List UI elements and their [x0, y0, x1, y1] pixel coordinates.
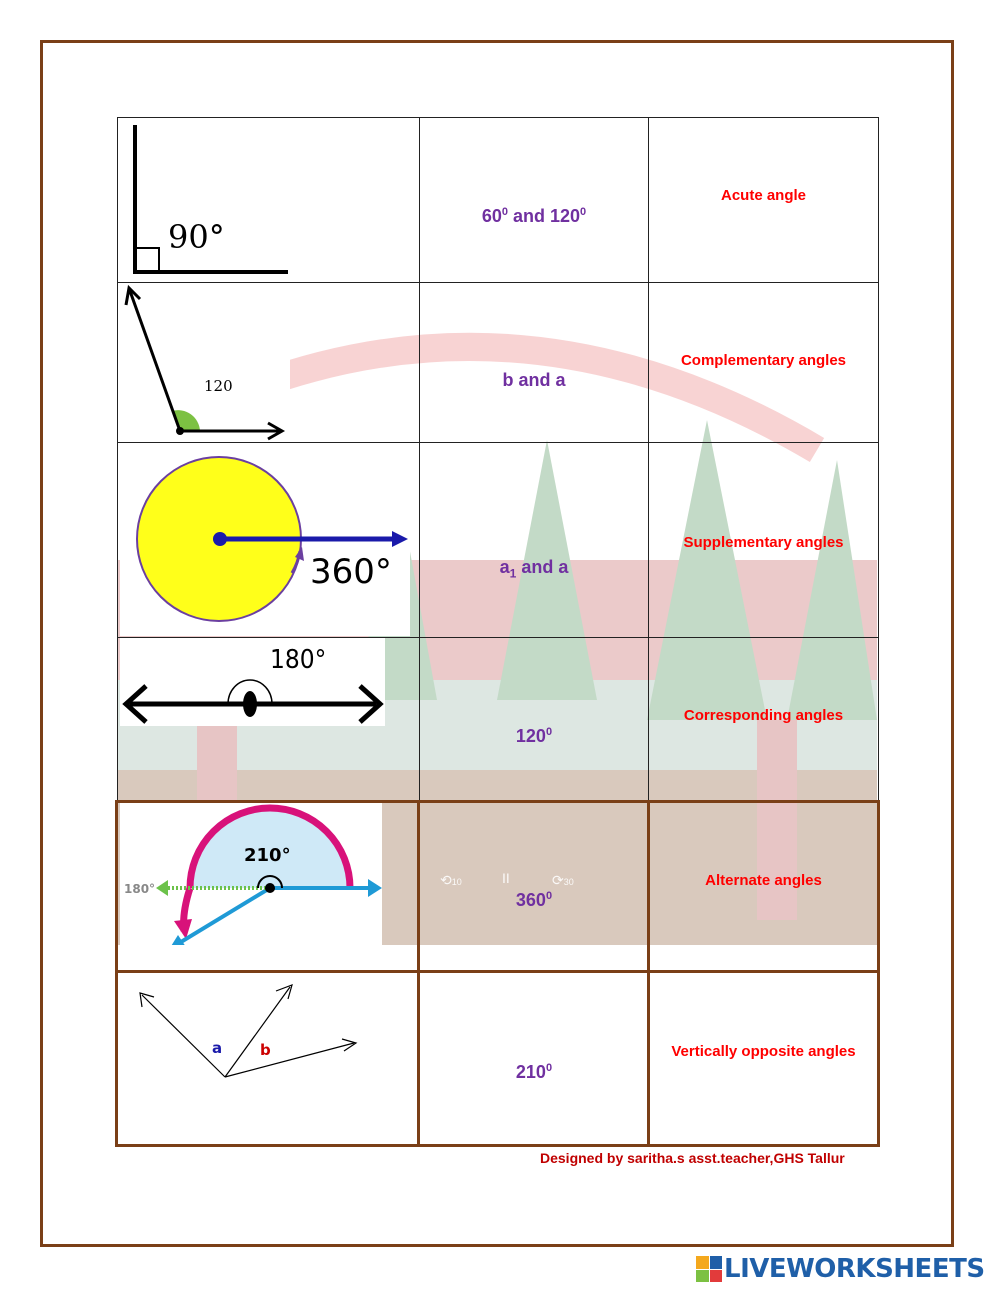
answer-cell-6[interactable]: $210^0$	[515, 1061, 553, 1082]
term-cell-2[interactable]: Complementary angles	[680, 351, 847, 369]
answer-cell-2[interactable]: b and a	[502, 370, 566, 390]
term-cell-1[interactable]: Acute angle	[720, 186, 807, 204]
angle-label-180: 180°	[124, 882, 156, 896]
forward-30-icon[interactable]: ⟳30	[552, 872, 574, 888]
angle-label: 210°	[244, 845, 291, 866]
term-cell-5[interactable]: Alternate angles	[705, 871, 822, 889]
answer-cell-5[interactable]: $360^0$	[515, 889, 553, 910]
right-angle-diagram[interactable]	[120, 120, 295, 280]
obtuse-angle-diagram[interactable]	[120, 283, 290, 441]
logo-mark-icon	[696, 1256, 722, 1282]
angle-label: 120	[204, 377, 233, 395]
angle-label: 90°	[168, 218, 225, 256]
angle-label: 360°	[310, 552, 392, 592]
answer-cell-3[interactable]: $a_1$ and a	[499, 557, 569, 581]
angle-label-a: a	[212, 1039, 223, 1057]
pause-icon[interactable]: II	[502, 870, 510, 886]
brand-name: LIVEWORKSHEETS	[724, 1254, 985, 1284]
answer-cell-1[interactable]: $60^0$ and $120^0$	[481, 205, 587, 226]
angle-label-b: b	[260, 1041, 271, 1059]
liveworksheets-logo[interactable]	[696, 1254, 985, 1284]
term-cell-6[interactable]: Vertically opposite angles	[671, 1042, 856, 1060]
adjacent-angles-diagram[interactable]	[120, 975, 415, 1140]
straight-angle-diagram[interactable]	[120, 638, 385, 726]
term-cell-4[interactable]: Corresponding angles	[683, 706, 844, 724]
full-angle-diagram[interactable]	[120, 443, 410, 636]
credit-text: Designed by saritha.s asst.teacher,GHS Tallur	[540, 1150, 845, 1166]
term-cell-3[interactable]: Supplementary angles	[683, 533, 844, 551]
rewind-10-icon[interactable]: ⟲10	[440, 872, 462, 888]
answer-cell-4[interactable]: $120^0$	[515, 725, 553, 746]
angle-label: 180°	[270, 645, 327, 675]
reflex-angle-diagram[interactable]	[120, 803, 382, 945]
